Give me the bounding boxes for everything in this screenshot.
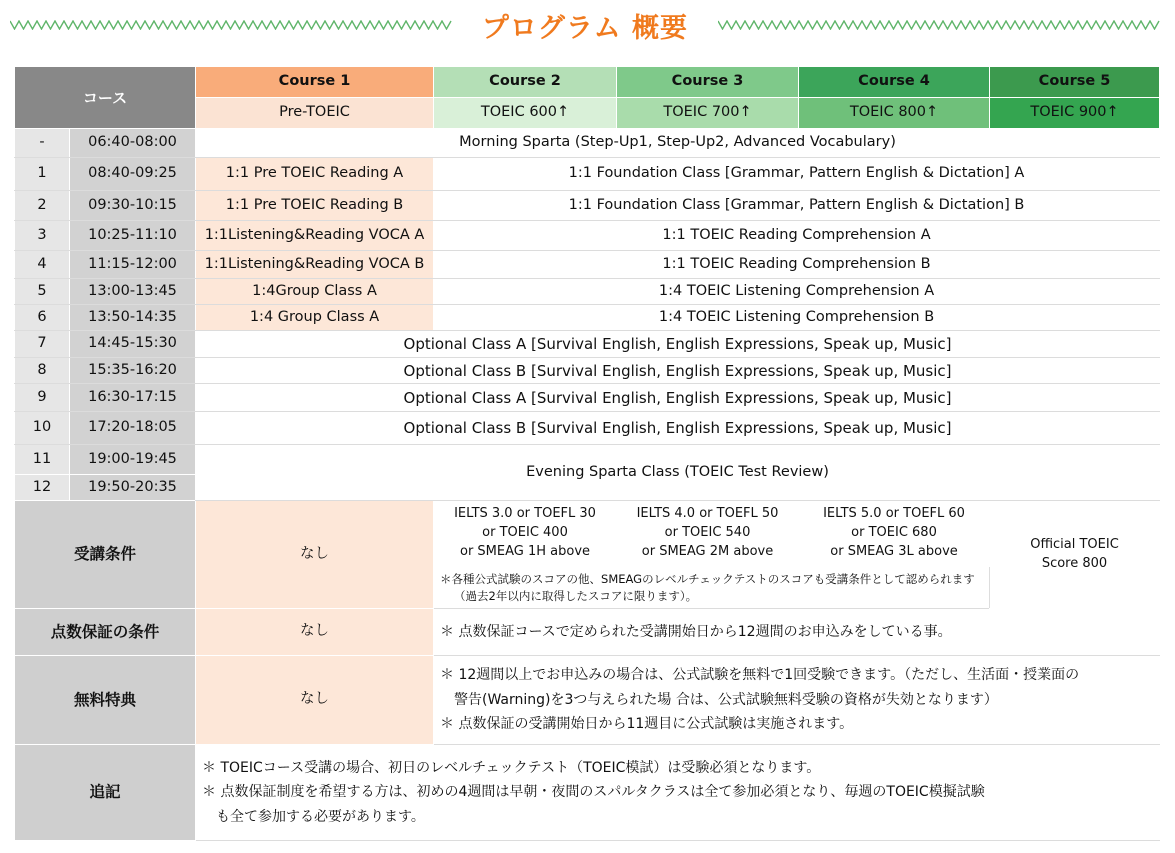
requirements-note-line-2: （過去2年以内に取得したスコアに限ります）。 [454,588,698,603]
requirements-label: 受講条件 [15,501,196,609]
course-header-label: コース [15,67,196,129]
class-courses-2-5: 1:1 Foundation Class [Grammar, Pattern English & Dictation] A [434,158,1160,191]
guarantee-course-1: なし [196,609,434,656]
notes-line-1: ＊ TOEICコース受講の場合、初日のレベルチェックテスト（TOEIC模試）は受験必須となります。 [202,759,821,776]
period-time: 06:40-08:00 [70,129,196,158]
period-number: 9 [15,384,70,412]
requirement-line: IELTS 4.0 or TOEFL 50 [636,506,779,522]
period-number: 11 [15,445,70,475]
class-course-1: 1:1Listening&Reading VOCA A [196,221,434,251]
program-table [14,66,1160,841]
period-number: 7 [15,331,70,358]
course-4-level: TOEIC 800↑ [799,98,990,129]
class-courses-2-5: 1:1 Foundation Class [Grammar, Pattern English & Dictation] B [434,191,1160,221]
requirements-course-5 [990,501,1160,609]
class-all-courses: Optional Class A [Survival English, English Expressions, Speak up, Music] [196,331,1160,358]
course-1-level: Pre-TOEIC [196,98,434,129]
schedule-row [15,251,1160,279]
benefit-row [15,656,1160,745]
course-3-name: Course 3 [617,67,799,98]
requirements-course-3 [617,501,799,567]
class-courses-2-5: 1:4 TOEIC Listening Comprehension A [434,279,1160,305]
schedule-row [15,279,1160,305]
period-number: 12 [15,475,70,501]
schedule-row [15,129,1160,158]
schedule-row [15,331,1160,358]
period-time: 19:50-20:35 [70,475,196,501]
notes-label: 追記 [15,745,196,841]
period-number: 4 [15,251,70,279]
notes-line-2: ＊ 点数保証制度を希望する方は、初めの4週間は早朝・夜間のスパルタクラスは全て参加必須となり、毎週のTOEIC模擬試験 [202,784,985,801]
page-title: プログラム 概要 [481,13,689,44]
benefit-line-3: ＊ 点数保証の受講開始日から11週目に公式試験は実施されます。 [440,716,854,733]
requirement-line: IELTS 3.0 or TOEFL 30 [454,506,596,522]
class-course-1: 1:1Listening&Reading VOCA B [196,251,434,279]
guarantee-label: 点数保証の条件 [15,609,196,656]
notes-row [15,745,1160,841]
class-course-1: 1:4Group Class A [196,279,434,305]
schedule-row [15,445,1160,475]
class-all-courses: Optional Class A [Survival English, English Expressions, Speak up, Music] [196,384,1160,412]
evening-sparta-class: Evening Sparta Class (TOEIC Test Review) [196,445,1160,501]
requirements-row [15,501,1160,567]
requirement-line: or TOEIC 400 [482,525,568,541]
class-course-1: 1:1 Pre TOEIC Reading A [196,158,434,191]
class-course-1: 1:4 Group Class A [196,305,434,331]
period-time: 15:35-16:20 [70,358,196,384]
course-1-name: Course 1 [196,67,434,98]
course-3-level: TOEIC 700↑ [617,98,799,129]
period-time: 13:50-14:35 [70,305,196,331]
requirement-line: Official TOEIC [1030,536,1119,552]
benefit-course-1: なし [196,656,434,745]
class-course-1: 1:1 Pre TOEIC Reading B [196,191,434,221]
schedule-row [15,191,1160,221]
benefit-text [434,656,1160,745]
schedule-row [15,412,1160,445]
requirements-note-line-1: ＊各種公式試験のスコアの他、SMEAGのレベルチェックテストのスコアも受講条件として認められます [440,571,975,586]
requirement-line: Score 800 [1041,555,1108,571]
period-number: 6 [15,305,70,331]
requirement-line: or TOEIC 540 [664,525,751,541]
requirement-line: or TOEIC 680 [851,525,937,541]
course-5-level: TOEIC 900↑ [990,98,1160,129]
class-courses-2-5: 1:4 TOEIC Listening Comprehension B [434,305,1160,331]
benefit-label: 無料特典 [15,656,196,745]
period-time: 13:00-13:45 [70,279,196,305]
course-4-name: Course 4 [799,67,990,98]
requirements-note [434,567,990,609]
benefit-line-2: 警告(Warning)を3つ与えられた場 合は、公式試験無料受験の資格が失効となります） [454,691,998,708]
course-2-level: TOEIC 600↑ [434,98,617,129]
period-time: 16:30-17:15 [70,384,196,412]
period-number: 8 [15,358,70,384]
guarantee-row [15,609,1160,656]
period-time: 10:25-11:10 [70,221,196,251]
requirement-line: or SMEAG 1H above [460,543,591,559]
requirement-line: or SMEAG 3L above [830,543,958,559]
schedule-row [15,384,1160,412]
period-time: 17:20-18:05 [70,412,196,445]
period-number: 2 [15,191,70,221]
period-time: 14:45-15:30 [70,331,196,358]
period-time: 09:30-10:15 [70,191,196,221]
course-2-name: Course 2 [434,67,617,98]
class-all-courses: Optional Class B [Survival English, English Expressions, Speak up, Music] [196,358,1160,384]
zigzag-decoration-left [10,20,452,30]
period-number: 3 [15,221,70,251]
requirements-course-4 [799,501,990,567]
course-5-name: Course 5 [990,67,1160,98]
class-all-courses: Morning Sparta (Step-Up1, Step-Up2, Advanced Vocabulary) [196,129,1160,158]
schedule-row [15,158,1160,191]
class-courses-2-5: 1:1 TOEIC Reading Comprehension A [434,221,1160,251]
period-number: 10 [15,412,70,445]
period-time: 11:15-12:00 [70,251,196,279]
period-number: 5 [15,279,70,305]
title-row [0,0,1175,52]
notes-text [196,745,1160,841]
requirements-course-2 [434,501,617,567]
schedule-row [15,221,1160,251]
period-number: 1 [15,158,70,191]
requirements-course-1: なし [196,501,434,609]
requirement-line: IELTS 5.0 or TOEFL 60 [823,506,965,522]
schedule-row [15,305,1160,331]
period-number: - [15,129,70,158]
class-courses-2-5: 1:1 TOEIC Reading Comprehension B [434,251,1160,279]
period-time: 08:40-09:25 [70,158,196,191]
requirement-line: or SMEAG 2M above [641,543,774,559]
period-time: 19:00-19:45 [70,445,196,475]
benefit-line-1: ＊ 12週間以上でお申込みの場合は、公式試験を無料で1回受験できます。（ただし、生活面・授業面の [440,667,1080,684]
zigzag-decoration-right [718,20,1163,30]
schedule-row [15,358,1160,384]
notes-line-3: も全て参加する必要があります。 [216,808,425,825]
guarantee-text: ＊ 点数保証コースで定められた受講開始日から12週間のお申込みをしている事。 [434,609,1160,656]
class-all-courses: Optional Class B [Survival English, English Expressions, Speak up, Music] [196,412,1160,445]
